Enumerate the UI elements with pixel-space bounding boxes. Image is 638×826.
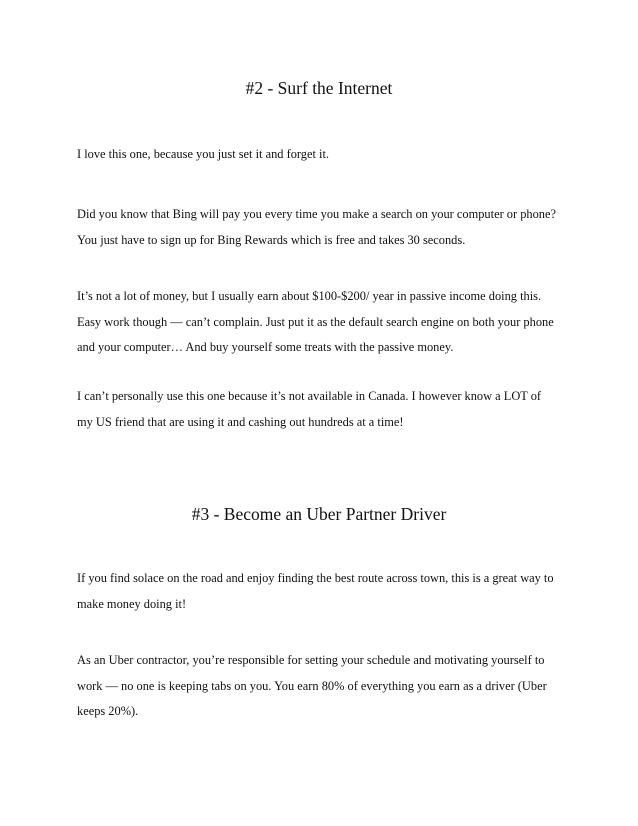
text-line: work — no one is keeping tabs on you. You earn 80% of everything you earn as a driver (Uber (77, 678, 547, 693)
text-line: Did you know that Bing will pay you every time you make a search on your computer or phone? (77, 207, 556, 221)
text-line: and your computer… And buy yourself some treats with the passive money. (77, 340, 454, 354)
text-line: keeps 20%). (77, 704, 139, 718)
text-line: You just have to sign up for Bing Rewards which is free and takes 30 seconds. (77, 232, 466, 247)
section-heading-uber: #3 - Become an Uber Partner Driver (191, 504, 447, 524)
text-line: If you find solace on the road and enjoy finding the best route across town, this is a great way to (77, 571, 554, 585)
section-heading-surf-internet: #2 - Surf the Internet (245, 78, 393, 98)
text-line: I love this one, because you just set it and forget it. (77, 147, 330, 161)
text-line: It’s not a lot of money, but I usually earn about $100-$200/ year in passive income doing this. (77, 289, 542, 303)
paragraph-uber-intro (77, 566, 577, 617)
text-line: I can’t personally use this one because it’s not available in Canada. I however know a LOT of (77, 389, 542, 403)
text-line: make money doing it! (77, 596, 187, 611)
paragraph-canada (77, 384, 577, 435)
paragraph-passive-income (77, 284, 577, 361)
paragraph-bing-rewards (77, 202, 577, 253)
text-line: As an Uber contractor, you’re responsible for setting your schedule and motivating yourself to (77, 653, 545, 667)
text-line: Easy work though — can’t complain. Just put it as the default search engine on both your phone (77, 314, 554, 329)
text-line: my US friend that are using it and cashing out hundreds at a time! (77, 414, 404, 429)
paragraph-intro (77, 142, 577, 168)
paragraph-uber-contractor (77, 648, 577, 725)
